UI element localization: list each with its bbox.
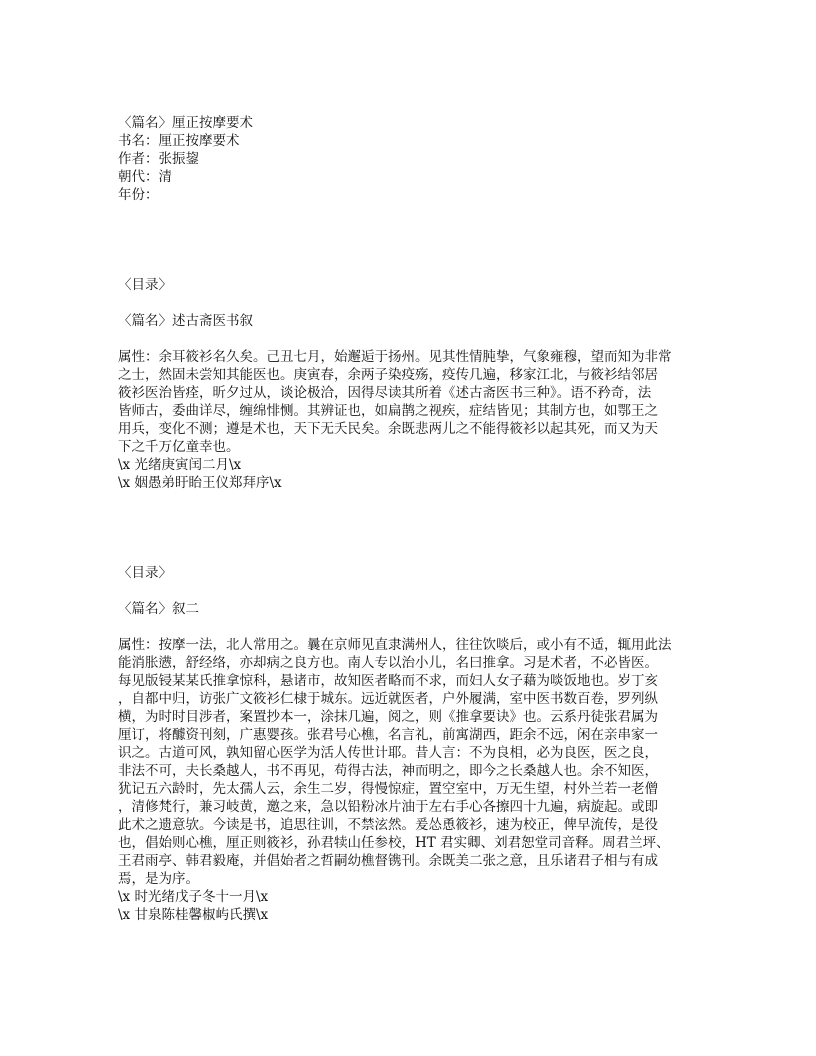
document-body [118,114,718,924]
toc-marker: 〈目录〉 [118,277,172,293]
section-heading: 〈篇名〉叙二 [118,601,199,617]
section-text [118,348,718,492]
section-text [118,636,718,924]
text-line: 能消胀懑，舒经络，亦却病之良方也。南人专以治小儿，名曰推拿。习是术者，不必皆医。 [118,655,658,671]
section-preface-2 [118,564,718,924]
text-line: 属性：按摩一法，北人常用之。曩在京师见直隶满州人，往往饮啖后，或小有不适，辄用此法 [118,637,672,653]
text-line: 犹记五六龄时，先太孺人云，余生二岁，得慢惊症，置空室中，万无生望，村外兰若一老僧 [118,781,658,797]
text-line: \x 时光绪戊子冬十一月\x [118,889,269,905]
text-line: 横，为时时目涉者，案置抄本一，涂抹几遍，阅之，则《推拿要诀》也。云系丹徒张君属为 [118,709,658,725]
text-line: 每见版锓某某氏推拿惊科，悬诸市，故知医者略而不求，而妇人女子藉为啖饭地也。岁丁亥 [118,673,658,689]
chapter-heading: 〈篇名〉厘正按摩要术 [118,115,253,131]
text-line: \x 光绪庚寅闰二月\x [118,457,242,473]
text-line: 筱衫医治皆痊，昕夕过从，谈论极洽，因得尽读其所着《述古斋医书三种》。语不矜奇，法 [118,385,652,401]
text-line: 王君雨亭、韩君毅庵，并倡始者之哲嗣幼樵督镌刊。余既美二张之意，且乐诸君子相与有成 [118,853,658,869]
text-line: ，清修梵行，兼习岐黄，邀之来，急以铅粉冰片油于左右手心各擦四十九遍，病旋起。或即 [118,799,658,815]
text-line: 也，倡始则心樵，厘正则筱衫，孙君犊山任参校，HT 君实卿、刘君恕堂司音释。周君兰坪、 [118,835,670,851]
book-title: 书名：厘正按摩要术 [118,133,240,149]
dynasty: 朝代：清 [118,169,172,185]
text-line: \x 甘泉陈桂馨椒屿氏撰\x [118,907,269,923]
text-line: 用兵，变化不测；遵是术也，天下无夭民矣。余既悲两儿之不能得筱衫以起其死，而又为天 [118,421,658,437]
toc-marker: 〈目录〉 [118,565,172,581]
text-line: 非法不可，夫长桑越人，书不再见，苟得古法，神而明之，即今之长桑越人也。余不知医， [118,763,658,779]
year: 年份： [118,187,159,203]
text-line: 焉，是为序。 [118,871,199,887]
text-line: \x 姻愚弟盱眙王仪郑拜序\x [118,475,282,491]
text-line: 厘订，将醵资刊刻，广惠婴孩。张君号心樵，名言礼，前寓湖西，距余不远，闲在亲串家一 [118,727,658,743]
text-line: 此术之遗意欤。今读是书，追思往训，不禁泫然。爰怂恿筱衫，速为校正，俾早流传，是役 [118,817,658,833]
text-line: 识之。古道可风，孰知留心医学为活人传世计耶。昔人言：不为良相，必为良医，医之良， [118,745,658,761]
text-line: 下之千万亿童幸也。 [118,439,240,455]
text-line: 之士，然固未尝知其能医也。庚寅春，余两子染疫殇，疫传几遍，移家江北，与筱衫结邻居 [118,367,658,383]
text-line: ，自都中归，访张广文筱衫仁棣于城东。远近就医者，户外履满，室中医书数百卷，罗列纵 [118,691,658,707]
author: 作者：张振鋆 [118,151,199,167]
section-preface-1 [118,276,718,492]
text-line: 属性：余耳筱衫名久矣。己丑七月，始邂逅于扬州。见其性情肫挚，气象雍穆，望而知为非常 [118,349,672,365]
text-line: 皆师古，委曲详尽，缠绵悱恻。其辨证也，如扁鹊之视疾，症结皆见；其制方也，如鄂王之 [118,403,658,419]
section-heading: 〈篇名〉述古斋医书叙 [118,313,253,329]
